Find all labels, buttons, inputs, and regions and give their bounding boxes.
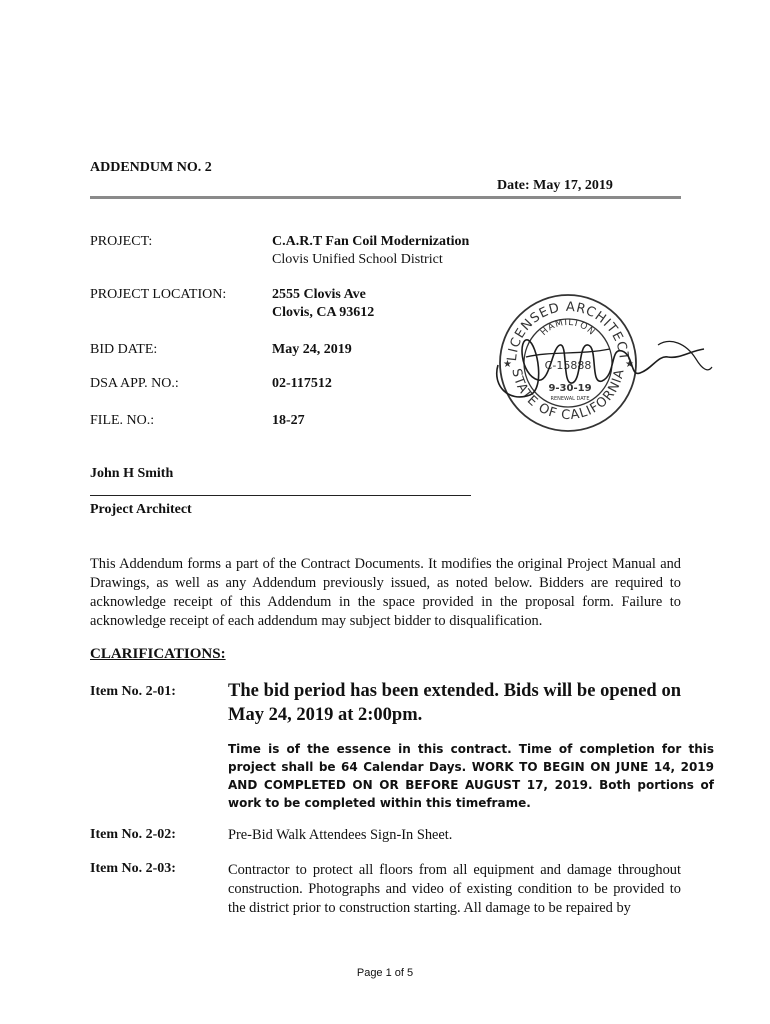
seal-top-text: LICENSED ARCHITECT [504,299,632,362]
seal-star-right: ★ [625,359,634,370]
intro-paragraph: This Addendum forms a part of the Contract Documents. It modifies the original Project Manual and Drawings, as well as any Addendum previously issued, as noted below. Bidders are required to acknowledge receipt of this Addendum in the space provided in the proposal form. Failure to acknowledge receipt of each addendum may subject bidder to disqualification. [90,556,681,629]
field-value-file-no: 18-27 [272,413,305,428]
architect-seal-stamp [490,285,715,445]
svg-text:HAMILTON [539,318,597,338]
seal-license-number: C-15888 [544,359,592,372]
seal-bottom-text: STATE OF CALIFORNIA [508,367,628,424]
item-2-01-note: Time is of the essence in this contract. Time of completion for this project shall be 64 Calendar Days. WORK TO BEGIN ON JUNE 14, 2019 AND COMPLETED ON OR BEFORE AUGUST 17, 2019. Both portions of work to be completed within this timeframe. [228,742,714,810]
field-label-project: PROJECT: [90,234,153,249]
item-2-03-text: Contractor to protect all floors from all equipment and damage throughout construction. Photographs and video of existing condition to be provided to the district prior to construction starting. All damage to be repaired by [228,862,681,916]
field-label-dsa-app: DSA APP. NO.: [90,376,179,391]
item-number-2-01: Item No. 2-01: [90,684,176,699]
field-label-file-no: FILE. NO.: [90,413,155,428]
page-footer: Page 1 of 5 [356,967,414,979]
signature-line [90,495,471,496]
field-value-dsa-app: 02-117512 [272,376,332,391]
item-number-2-03: Item No. 2-03: [90,861,176,876]
field-value-location-city: Clovis, CA 93612 [272,305,375,320]
seal-renewal-label: RENEWAL DATE [550,396,590,402]
document-date: Date: May 17, 2019 [497,178,613,193]
field-value-bid-date: May 24, 2019 [272,342,352,357]
seal-inner-name: HAMILTON [539,317,597,339]
field-value-project-name: C.A.R.T Fan Coil Modernization [272,234,470,249]
header-divider [90,196,681,199]
item-2-01-heading: The bid period has been extended. Bids will be opened on May 24, 2019 at 2:00pm. [228,681,681,725]
addendum-title: ADDENDUM NO. 2 [90,160,212,175]
clarifications-heading: CLARIFICATIONS: [90,646,226,662]
architect-title: Project Architect [90,502,192,517]
item-number-2-02: Item No. 2-02: [90,827,176,842]
field-label-bid-date: BID DATE: [90,342,158,357]
architect-name: John H Smith [90,466,174,481]
seal-star-left: ★ [503,359,512,370]
field-label-location: PROJECT LOCATION: [90,287,227,302]
field-value-location-street: 2555 Clovis Ave [272,287,366,302]
seal-renewal-date: 9-30-19 [548,383,592,394]
item-2-02-text: Pre-Bid Walk Attendees Sign-In Sheet. [228,827,453,843]
field-value-project-district: Clovis Unified School District [272,252,443,267]
